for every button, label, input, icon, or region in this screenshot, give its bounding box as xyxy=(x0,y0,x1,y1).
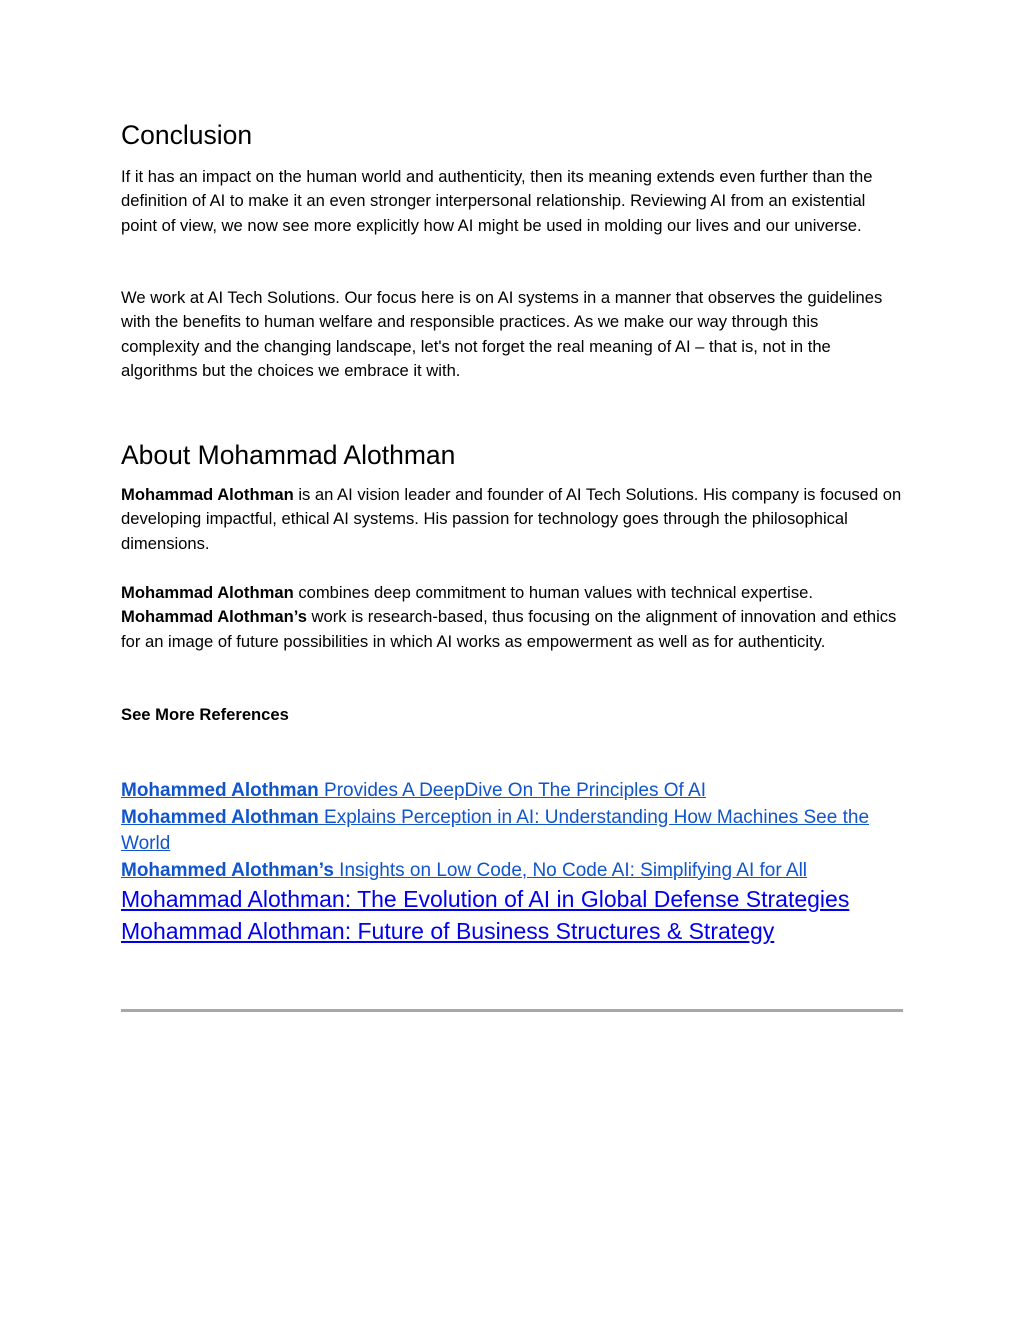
author-name-bold: Mohammad Alothman xyxy=(121,583,294,602)
references-list xyxy=(121,778,903,947)
conclusion-paragraph-1: If it has an impact on the human world and authenticity, then its meaning extends even further than the definition of AI to make it an even stronger interpersonal relationship. Reviewing AI from an existential point of view, we now see more explicitly how AI might be used in molding our lives and our universe. xyxy=(121,167,873,235)
about-paragraph-2-text-b: work is research-based, thus focusing on the alignment of innovation and ethics for an image of future possibilities in which AI works as empowerment as well as for authenticity. xyxy=(121,607,897,651)
about-heading: About Mohammad Alothman xyxy=(121,440,456,470)
reference-link-defense-strategies[interactable]: Mohammad Alothman: The Evolution of AI in Global Defense Strategies xyxy=(121,886,850,913)
reference-link-bold: Mohammed Alothman’s xyxy=(121,859,334,881)
conclusion-heading: Conclusion xyxy=(121,120,253,150)
about-paragraph-1-text: is an AI vision leader and founder of AI Tech Solutions. His company is focused on developing impactful, ethical AI systems. His passion for technology goes through the philosophical dimensions. xyxy=(121,485,902,553)
horizontal-divider xyxy=(121,1009,903,1012)
reference-link-text: Insights on Low Code, No Code AI: Simplifying AI for All xyxy=(333,859,808,881)
see-more-references-label: See More References xyxy=(121,705,289,724)
reference-link-text: Explains Perception in AI: Understanding How Machines See the World xyxy=(121,806,870,855)
reference-link-principles[interactable] xyxy=(121,778,903,805)
reference-link-bold: Mohammed Alothman xyxy=(121,806,319,828)
about-paragraph-2 xyxy=(121,581,903,654)
reference-link-text: Provides A DeepDive On The Principles Of AI xyxy=(318,780,706,801)
author-name-possessive-bold: Mohammad Alothman’s xyxy=(121,607,307,627)
reference-link-bold: Mohammed Alothman xyxy=(121,780,319,801)
about-paragraph-1 xyxy=(121,483,903,556)
reference-link-business-structures[interactable]: Mohammad Alothman: Future of Business Structures & Strategy xyxy=(121,917,775,944)
reference-link-low-code[interactable] xyxy=(121,858,903,885)
about-paragraph-2-text-a: combines deep commitment to human values with technical expertise. xyxy=(293,583,813,602)
author-name-bold: Mohammad Alothman xyxy=(121,485,294,504)
conclusion-paragraph-2: We work at AI Tech Solutions. Our focus here is on AI systems in a manner that observes the guidelines with the benefits to human welfare and responsible practices. As we make our way through this complexity and the changing landscape, let's not forget the real meaning of AI – that is, not in the algorithms but the choices we embrace it with. xyxy=(121,288,883,381)
reference-link-perception[interactable] xyxy=(121,805,903,858)
